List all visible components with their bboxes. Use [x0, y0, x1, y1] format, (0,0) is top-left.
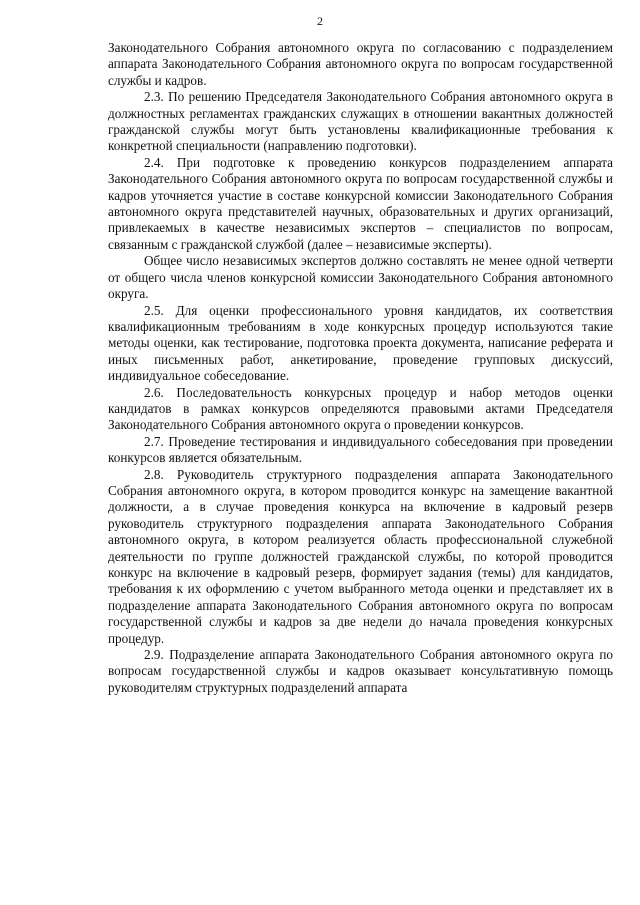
- paragraph-2-9: 2.9. Подразделение аппарата Законодательного Собрания автономного округа по вопросам государственной службы и кадров оказывает консультативную помощь руководителям структурных подразделений аппарата: [108, 647, 613, 695]
- page-number: 2: [317, 14, 323, 28]
- paragraph-continuation: Законодательного Собрания автономного округа по согласованию с подразделением аппарата Законодательного Собрания автономного округа по вопросам государственной службы и кадров.: [108, 40, 613, 88]
- paragraph-2-4: 2.4. При подготовке к проведению конкурсов подразделением аппарата Законодательного Собрания автономного округа по вопросам государственной службы и кадров уточняется участие в составе конкурсной комиссии Законодательного Собрания автономного округа представителей научных, образовательных и других организаций, привлекаемых в качестве независимых экспертов – специалистов по вопросам, связанным с гражданской службой (далее – независимые эксперты).: [108, 154, 613, 252]
- paragraph-2-6: 2.6. Последовательность конкурсных процедур и набор методов оценки кандидатов в рамках конкурсов определяются правовыми актами Председателя Законодательного Собрания автономного округа о проведении конкурсов.: [108, 384, 613, 433]
- paragraph-2-8: 2.8. Руководитель структурного подразделения аппарата Законодательного Собрания автономного округа, в котором проводится конкурс на замещение вакантной должности, а в случае проведения конкурса на включение в кадровый резерв руководитель структурного подразделения аппарата Законодательного Собрания автономного округа, в котором реализуется область профессиональной служебной деятельности по группе должностей гражданской службы, по которой проводится конкурс на включение в кадровый резерв, формирует задания (темы) для кандидатов, требования к их оформлению с учетом выбранного метода оценки и представляет их в подразделение аппарата Законодательного Собрания автономного округа по вопросам государственной службы и кадров за две недели до начала проведения конкурсных процедур.: [108, 466, 613, 646]
- paragraph-2-7: 2.7. Проведение тестирования и индивидуального собеседования при проведении конкурсов является обязательным.: [108, 433, 613, 466]
- paragraph-independent-experts: Общее число независимых экспертов должно составлять не менее одной четверти от общего числа членов конкурсной комиссии Законодательного Собрания автономного округа.: [108, 253, 613, 302]
- document-body: [108, 40, 613, 696]
- paragraph-2-5: 2.5. Для оценки профессионального уровня кандидатов, их соответствия квалификационным требованиям в ходе конкурсных процедур используются такие методы оценки, как тестирование, подготовка проекта документа, написание реферата и иных письменных работ, анкетирование, проведение групповых дискуссий, индивидуальное собеседование.: [108, 302, 613, 384]
- paragraph-2-3: 2.3. По решению Председателя Законодательного Собрания автономного округа в должностных регламентах гражданских служащих в отношении вакантных должностей гражданской службы могут быть установлены квалификационные требования к конкретной специальности (направлению подготовки).: [108, 89, 613, 154]
